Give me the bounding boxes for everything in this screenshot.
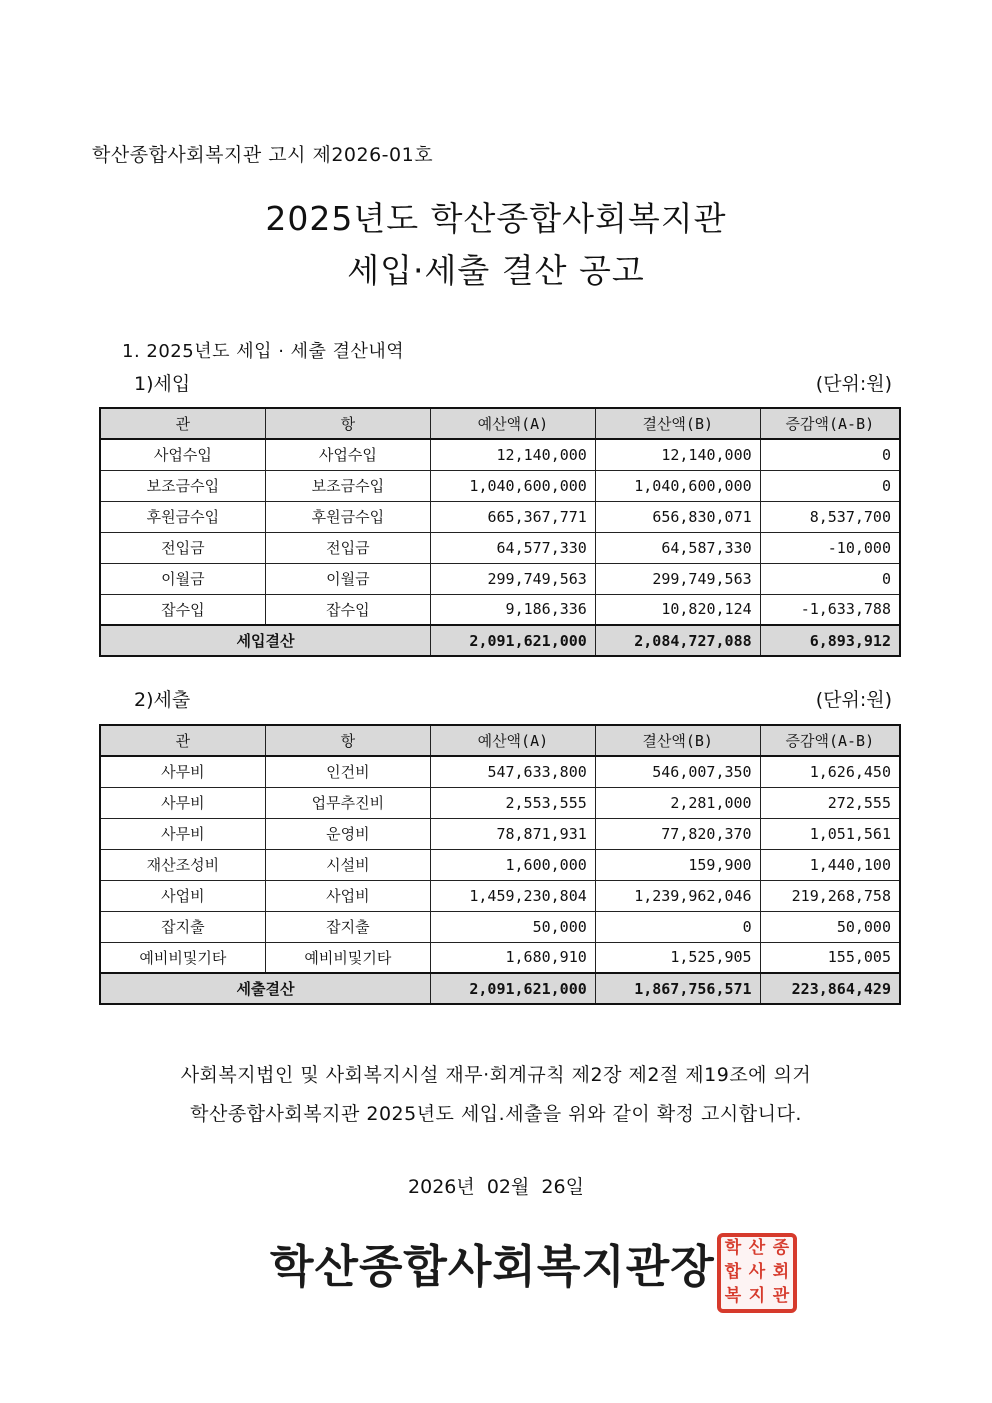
table-row <box>100 942 900 973</box>
document-title-line2: 세입·세출 결산 공고 <box>347 251 645 290</box>
col-header-gwan: 관 <box>100 725 265 756</box>
cell-difference: 8,537,700 <box>760 501 900 532</box>
cell-gwan: 이월금 <box>100 563 265 594</box>
cell-hang: 사업수입 <box>265 439 430 470</box>
table-row <box>100 880 900 911</box>
total-settlement: 1,867,756,571 <box>595 973 760 1004</box>
cell-gwan: 사업비 <box>100 880 265 911</box>
cell-difference: 0 <box>760 563 900 594</box>
cell-difference: 0 <box>760 470 900 501</box>
cell-budget: 9,186,336 <box>431 594 596 625</box>
revenue-unit: (단위:원) <box>815 373 892 395</box>
revenue-heading: 1)세입 <box>134 373 191 395</box>
cell-budget: 665,367,771 <box>431 501 596 532</box>
revenue-total-row <box>100 625 900 656</box>
cell-gwan: 사무비 <box>100 787 265 818</box>
cell-budget: 1,040,600,000 <box>431 470 596 501</box>
revenue-table <box>99 407 901 657</box>
cell-settlement: 159,900 <box>595 849 760 880</box>
seal-char: 회 <box>772 1262 790 1282</box>
expenditure-heading: 2)세출 <box>134 689 191 711</box>
cell-difference: 1,440,100 <box>760 849 900 880</box>
seal-char: 합 <box>724 1262 742 1282</box>
cell-gwan: 사무비 <box>100 818 265 849</box>
cell-hang: 예비비및기타 <box>265 942 430 973</box>
col-header-budget: 예산액(A) <box>431 408 596 439</box>
revenue-header-row <box>100 408 900 439</box>
cell-difference: 219,268,758 <box>760 880 900 911</box>
cell-settlement: 1,525,905 <box>595 942 760 973</box>
col-header-difference: 증감액(A-B) <box>760 408 900 439</box>
cell-settlement: 2,281,000 <box>595 787 760 818</box>
cell-difference: -10,000 <box>760 532 900 563</box>
cell-budget: 1,680,910 <box>430 942 595 973</box>
cell-settlement: 77,820,370 <box>595 818 760 849</box>
cell-gwan: 잡수입 <box>100 594 265 625</box>
seal-char: 사 <box>748 1262 766 1282</box>
cell-hang: 이월금 <box>265 563 430 594</box>
cell-hang: 사업비 <box>265 880 430 911</box>
cell-difference: 50,000 <box>760 911 900 942</box>
col-header-budget: 예산액(A) <box>430 725 595 756</box>
cell-difference: 1,626,450 <box>760 756 900 787</box>
seal-char: 복 <box>724 1286 742 1306</box>
total-label: 세입결산 <box>100 625 431 656</box>
cell-budget: 64,577,330 <box>431 532 596 563</box>
cell-budget: 2,553,555 <box>430 787 595 818</box>
cell-settlement: 0 <box>595 911 760 942</box>
table-row <box>100 501 900 532</box>
col-header-gwan: 관 <box>100 408 265 439</box>
cell-budget: 78,871,931 <box>430 818 595 849</box>
signature-director: 학산종합사회복지관장 <box>270 1240 715 1293</box>
table-row <box>100 911 900 942</box>
cell-settlement: 546,007,350 <box>595 756 760 787</box>
cell-difference: 0 <box>760 439 900 470</box>
expenditure-unit: (단위:원) <box>815 689 892 711</box>
seal-char: 종 <box>772 1238 790 1258</box>
total-label: 세출결산 <box>100 973 430 1004</box>
expenditure-header-row <box>100 725 900 756</box>
col-header-difference: 증감액(A-B) <box>760 725 900 756</box>
table-row <box>100 756 900 787</box>
cell-settlement: 299,749,563 <box>595 563 760 594</box>
cell-hang: 시설비 <box>265 849 430 880</box>
cell-hang: 업무추진비 <box>265 787 430 818</box>
closing-statement-line2: 학산종합사회복지관 2025년도 세입.세출을 위와 같이 확정 고시합니다. <box>190 1103 802 1125</box>
seal-char: 관 <box>772 1286 790 1306</box>
total-budget: 2,091,621,000 <box>431 625 596 656</box>
total-settlement: 2,084,727,088 <box>595 625 760 656</box>
closing-statement-line1: 사회복지법인 및 사회복지시설 재무·회계규칙 제2장 제2절 제19조에 의거 <box>180 1064 812 1086</box>
cell-gwan: 사무비 <box>100 756 265 787</box>
expenditure-total-row <box>100 973 900 1004</box>
cell-hang: 잡지출 <box>265 911 430 942</box>
cell-hang: 인건비 <box>265 756 430 787</box>
cell-gwan: 사업수입 <box>100 439 265 470</box>
cell-settlement: 64,587,330 <box>595 532 760 563</box>
cell-gwan: 후원금수입 <box>100 501 265 532</box>
cell-difference: 1,051,561 <box>760 818 900 849</box>
expenditure-table <box>99 724 901 1005</box>
cell-settlement: 12,140,000 <box>595 439 760 470</box>
total-difference: 6,893,912 <box>760 625 900 656</box>
col-header-hang: 항 <box>265 408 430 439</box>
cell-budget: 12,140,000 <box>431 439 596 470</box>
cell-hang: 운영비 <box>265 818 430 849</box>
cell-gwan: 예비비및기타 <box>100 942 265 973</box>
col-header-settlement: 결산액(B) <box>595 725 760 756</box>
cell-budget: 1,459,230,804 <box>430 880 595 911</box>
section-heading: 1. 2025년도 세입 · 세출 결산내역 <box>122 341 405 362</box>
table-row <box>100 563 900 594</box>
announcement-date: 2026년 02월 26일 <box>408 1176 584 1198</box>
cell-gwan: 잡지출 <box>100 911 265 942</box>
cell-budget: 1,600,000 <box>430 849 595 880</box>
col-header-hang: 항 <box>265 725 430 756</box>
cell-budget: 299,749,563 <box>431 563 596 594</box>
cell-hang: 전입금 <box>265 532 430 563</box>
cell-settlement: 1,239,962,046 <box>595 880 760 911</box>
cell-gwan: 보조금수입 <box>100 470 265 501</box>
cell-difference: -1,633,788 <box>760 594 900 625</box>
seal-char: 학 <box>724 1238 742 1258</box>
cell-difference: 272,555 <box>760 787 900 818</box>
table-row <box>100 849 900 880</box>
table-row <box>100 594 900 625</box>
cell-hang: 보조금수입 <box>265 470 430 501</box>
notice-number: 학산종합사회복지관 고시 제2026-01호 <box>92 144 434 166</box>
cell-settlement: 10,820,124 <box>595 594 760 625</box>
table-row <box>100 470 900 501</box>
cell-gwan: 재산조성비 <box>100 849 265 880</box>
table-row <box>100 787 900 818</box>
total-budget: 2,091,621,000 <box>430 973 595 1004</box>
col-header-settlement: 결산액(B) <box>595 408 760 439</box>
seal-char: 산 <box>748 1238 766 1258</box>
table-row <box>100 532 900 563</box>
cell-settlement: 656,830,071 <box>595 501 760 532</box>
cell-budget: 547,633,800 <box>430 756 595 787</box>
cell-difference: 155,005 <box>760 942 900 973</box>
table-row <box>100 818 900 849</box>
document-title-line1: 2025년도 학산종합사회복지관 <box>265 199 727 238</box>
cell-settlement: 1,040,600,000 <box>595 470 760 501</box>
seal-char: 지 <box>748 1286 766 1306</box>
cell-gwan: 전입금 <box>100 532 265 563</box>
table-row <box>100 439 900 470</box>
cell-hang: 잡수입 <box>265 594 430 625</box>
official-seal-stamp <box>717 1233 797 1313</box>
cell-budget: 50,000 <box>430 911 595 942</box>
total-difference: 223,864,429 <box>760 973 900 1004</box>
cell-hang: 후원금수입 <box>265 501 430 532</box>
